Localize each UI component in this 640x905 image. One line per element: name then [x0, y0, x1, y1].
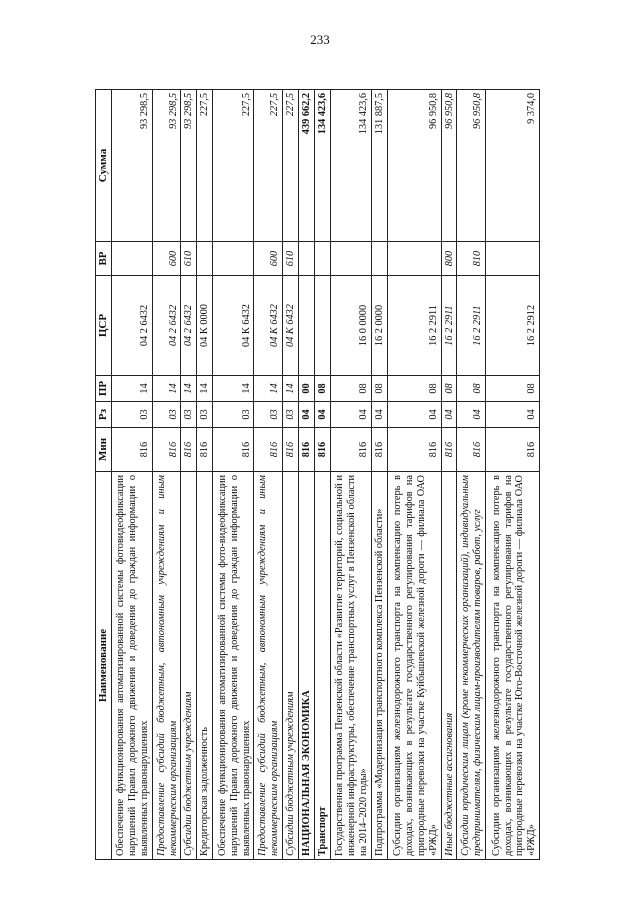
cell-csr: 04 2 6432: [152, 276, 181, 376]
cell-sum: 96 950,8: [457, 90, 486, 242]
cell-min: 816: [441, 428, 457, 472]
cell-rz: 04: [387, 402, 441, 428]
cell-vr: 800: [441, 242, 457, 276]
budget-table: [95, 89, 540, 860]
page-number: 233: [310, 32, 330, 47]
cell-pr: 14: [197, 376, 213, 402]
cell-pr: 14: [213, 376, 254, 402]
table-row: [485, 90, 539, 860]
cell-sum: 96 950,8: [387, 90, 441, 242]
header-pr: ПР: [96, 376, 112, 402]
cell-rz: 04: [457, 402, 486, 428]
cell-vr: [197, 242, 213, 276]
cell-name: НАЦИОНАЛЬНАЯ ЭКОНОМИКА: [298, 472, 314, 860]
cell-name: Субсидии бюджетным учреждениям: [181, 472, 197, 860]
cell-sum: 134 423,6: [330, 90, 371, 242]
cell-sum: 227,5: [213, 90, 254, 242]
cell-csr: 04 2 6432: [181, 276, 197, 376]
cell-pr: 08: [457, 376, 486, 402]
header-sum: Сумма: [96, 90, 112, 242]
cell-vr: [314, 242, 330, 276]
cell-csr: 16 2 0000: [371, 276, 387, 376]
cell-csr: 16 2 2911: [387, 276, 441, 376]
table-row: [197, 90, 213, 860]
table-row: [213, 90, 254, 860]
cell-pr: 14: [181, 376, 197, 402]
table-row: [282, 90, 298, 860]
cell-pr: 14: [152, 376, 181, 402]
cell-name: Субсидии бюджетным учреждениям: [282, 472, 298, 860]
cell-pr: 08: [330, 376, 371, 402]
table-row: [330, 90, 371, 860]
header-csr: ЦСР: [96, 276, 112, 376]
cell-rz: 03: [152, 402, 181, 428]
cell-csr: 16 2 2911: [441, 276, 457, 376]
cell-pr: 14: [254, 376, 283, 402]
cell-name: Субсидии организациям железнодорожного транспорта на компенсацию потерь в доходах, возникающих в результате государственного регулирования тарифов на пригородные перевозки на участке Куйбышевской железной дороги — филиала ОАО «РЖД»: [387, 472, 441, 860]
cell-csr: 16 2 2911: [457, 276, 486, 376]
cell-name: Субсидии организациям железнодорожного транспорта на компенсацию потерь в доходах, возникающих в результате государственного регулирования тарифов на пригородные перевозки на участке Юго-Восточной железной дороги — филиала ОАО «РЖД»: [485, 472, 539, 860]
cell-rz: 04: [330, 402, 371, 428]
table-row: [152, 90, 181, 860]
cell-pr: 08: [441, 376, 457, 402]
cell-rz: 04: [371, 402, 387, 428]
table-row: [111, 90, 152, 860]
cell-min: 816: [181, 428, 197, 472]
cell-rz: 04: [485, 402, 539, 428]
cell-csr: 04 2 6432: [111, 276, 152, 376]
cell-min: 816: [213, 428, 254, 472]
cell-csr: 16 0 0000: [330, 276, 371, 376]
cell-min: 816: [197, 428, 213, 472]
cell-rz: 03: [197, 402, 213, 428]
cell-vr: [387, 242, 441, 276]
cell-rz: 04: [441, 402, 457, 428]
cell-name: Субсидии юридическим лицам (кроме некоммерческих организаций), индивидуальным предпринимателям, физическим лицам-производителям товаров, работ, услуг: [457, 472, 486, 860]
cell-min: 816: [298, 428, 314, 472]
table-row: [254, 90, 283, 860]
cell-csr: 16 2 2912: [485, 276, 539, 376]
cell-name: Обеспечение функционирования автоматизированной системы фотовидеофиксации нарушений Правил дорожного движения и доведения до граждан информации о выявленных правонарушениях: [111, 472, 152, 860]
table-row: [457, 90, 486, 860]
cell-pr: 08: [485, 376, 539, 402]
cell-min: 816: [330, 428, 371, 472]
cell-rz: 03: [254, 402, 283, 428]
cell-sum: 93 298,5: [181, 90, 197, 242]
cell-sum: 227,5: [254, 90, 283, 242]
cell-csr: 04 К 6432: [254, 276, 283, 376]
table-row: [441, 90, 457, 860]
cell-min: 816: [314, 428, 330, 472]
cell-rz: 04: [298, 402, 314, 428]
table-body: [111, 90, 539, 860]
cell-name: Подпрограмма «Модернизация транспортного комплекса Пензенской области»: [371, 472, 387, 860]
cell-vr: [213, 242, 254, 276]
table-row: [314, 90, 330, 860]
cell-sum: 439 662,2: [298, 90, 314, 242]
cell-vr: [485, 242, 539, 276]
cell-min: 816: [152, 428, 181, 472]
cell-pr: 00: [298, 376, 314, 402]
cell-pr: 14: [282, 376, 298, 402]
cell-name: Обеспечение функционирования автоматизированной системы фото-видеофиксации нарушений Правил дорожного движения и доведения до граждан информации о выявленных правонарушениях: [213, 472, 254, 860]
cell-sum: 93 298,5: [111, 90, 152, 242]
cell-vr: 810: [457, 242, 486, 276]
cell-min: 816: [282, 428, 298, 472]
cell-min: 816: [111, 428, 152, 472]
cell-pr: 14: [111, 376, 152, 402]
cell-name: Государственная программа Пензенской области «Развитие территорий, социальной и инженерной инфраструктуры, обеспечение транспортных услуг в Пензенской области на 2014–2020 годы»: [330, 472, 371, 860]
cell-min: 816: [457, 428, 486, 472]
cell-rz: 03: [213, 402, 254, 428]
cell-csr: 04 К 6432: [282, 276, 298, 376]
cell-vr: 600: [152, 242, 181, 276]
cell-csr: [298, 276, 314, 376]
cell-vr: 610: [181, 242, 197, 276]
header-min: Мин: [96, 428, 112, 472]
cell-vr: [298, 242, 314, 276]
cell-csr: 04 К 6432: [213, 276, 254, 376]
cell-sum: 96 950,8: [441, 90, 457, 242]
cell-vr: 610: [282, 242, 298, 276]
cell-sum: 131 887,5: [371, 90, 387, 242]
cell-min: 816: [254, 428, 283, 472]
header-name: Наименование: [96, 472, 112, 860]
cell-sum: 134 423,6: [314, 90, 330, 242]
table-row: [181, 90, 197, 860]
header-rz: Рз: [96, 402, 112, 428]
cell-sum: 227,5: [282, 90, 298, 242]
table-header-row: [96, 90, 112, 860]
cell-sum: 227,5: [197, 90, 213, 242]
budget-table-rotated: [95, 90, 540, 860]
cell-sum: 93 298,5: [152, 90, 181, 242]
table-row: [371, 90, 387, 860]
table-row: [387, 90, 441, 860]
table-row: [298, 90, 314, 860]
cell-rz: 03: [181, 402, 197, 428]
cell-min: 816: [371, 428, 387, 472]
cell-pr: 08: [387, 376, 441, 402]
cell-vr: [330, 242, 371, 276]
cell-vr: [111, 242, 152, 276]
cell-min: 816: [485, 428, 539, 472]
cell-min: 816: [387, 428, 441, 472]
cell-csr: [314, 276, 330, 376]
cell-pr: 08: [314, 376, 330, 402]
cell-pr: 08: [371, 376, 387, 402]
cell-name: Транспорт: [314, 472, 330, 860]
cell-name: Предоставление субсидий бюджетным, автономным учреждениям и иным некоммерческим организациям: [152, 472, 181, 860]
cell-name: Кредиторская задолженность: [197, 472, 213, 860]
cell-csr: 04 К 0000: [197, 276, 213, 376]
cell-rz: 03: [111, 402, 152, 428]
cell-name: Предоставление субсидий бюджетным, автономным учреждениям и иным некоммерческим организациям: [254, 472, 283, 860]
cell-sum: 9 374,0: [485, 90, 539, 242]
cell-vr: [371, 242, 387, 276]
cell-rz: 04: [314, 402, 330, 428]
cell-vr: 600: [254, 242, 283, 276]
cell-rz: 03: [282, 402, 298, 428]
cell-name: Иные бюджетные ассигнования: [441, 472, 457, 860]
header-vr: ВР: [96, 242, 112, 276]
